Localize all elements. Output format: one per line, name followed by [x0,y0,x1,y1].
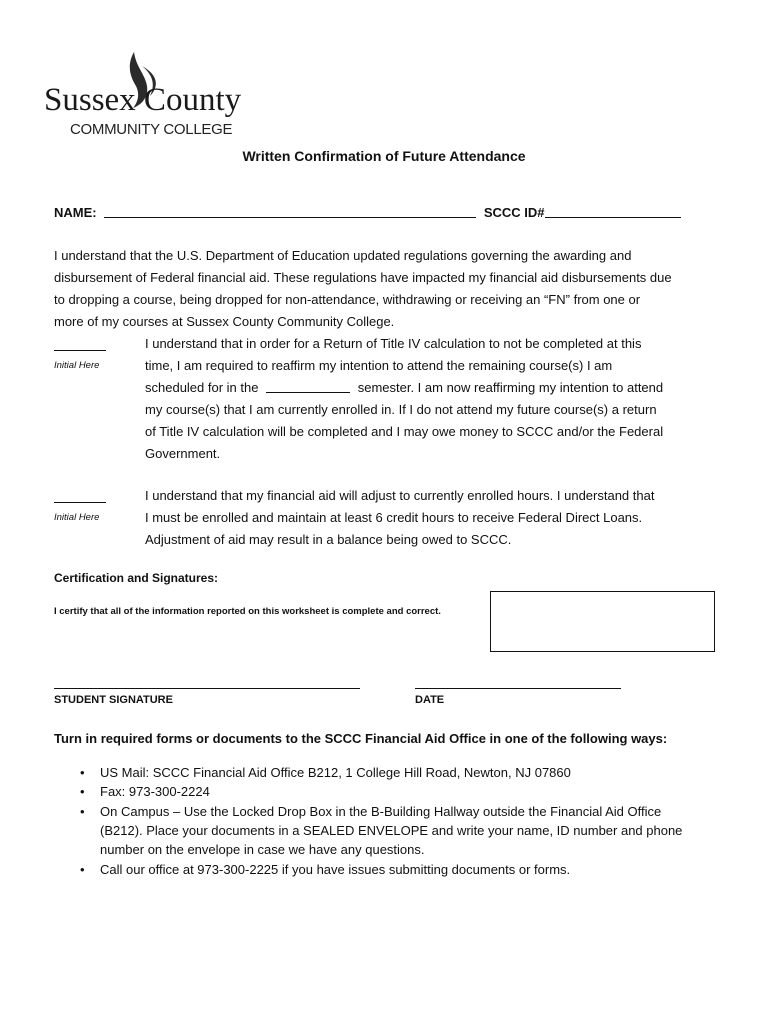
campus-method-line: On Campus – Use the Locked Drop Box in the B-Building Hallway outside the Financial Aid Office [100,804,662,819]
intro-line: I understand that the U.S. Department of Education updated regulations governing the awarding and [54,248,632,263]
initial-here-label-1: Initial Here [54,360,100,371]
intro-line: more of my courses at Sussex County Community College. [54,314,395,329]
bullet-icon: • [80,804,85,819]
initial-field-1[interactable] [54,338,106,351]
logo-sub-text: COMMUNITY COLLEGE [70,121,233,138]
item1-line: time, I am required to reaffirm my intention to attend the remaining course(s) I am [145,358,613,373]
item1-line3 [145,380,663,396]
list-item [80,860,720,879]
initial-here-label-2: Initial Here [54,512,100,523]
sccc-id-label: SCCC ID# [483,205,545,220]
item2-line: Adjustment of aid may result in a balance being owed to SCCC. [145,532,512,547]
bullet-icon: • [80,862,85,877]
item1-line3-before: scheduled for in the [145,380,259,395]
item1-line: my course(s) that I am currently enrolled in. If I do not attend my future course(s) a return [145,402,657,417]
student-signature-label: STUDENT SIGNATURE [54,694,173,706]
college-logo [30,44,264,140]
campus-method-line: (B212). Place your documents in a SEALED ENVELOPE and write your name, ID number and phone [100,823,683,838]
sccc-id-field[interactable] [545,205,681,218]
mail-method: US Mail: SCCC Financial Aid Office B212, 1 College Hill Road, Newton, NJ 07860 [100,765,571,780]
list-item [80,802,720,859]
list-item [80,763,720,782]
name-field[interactable] [104,205,476,218]
campus-method-line: number on the envelope in case we have any questions. [100,842,425,857]
name-label: NAME: [54,205,97,220]
item1-line: I understand that in order for a Return of Title IV calculation to not be completed at this [145,336,642,351]
date-line[interactable] [415,688,621,689]
bullet-icon: • [80,784,85,799]
page-title: Written Confirmation of Future Attendance [242,148,526,164]
bullet-icon: • [80,765,85,780]
intro-line: disbursement of Federal financial aid. These regulations have impacted my financial aid disbursements due [54,270,672,285]
certification-heading: Certification and Signatures: [54,571,219,585]
fax-method: Fax: 973-300-2224 [100,784,210,799]
certification-text: I certify that all of the information reported on this worksheet is complete and correct. [54,606,441,617]
name-id-row [54,205,681,221]
turn-in-heading: Turn in required forms or documents to the SCCC Financial Aid Office in one of the following ways: [54,731,668,746]
item1-line: of Title IV calculation will be completed and I may owe money to SCCC and/or the Federal [145,424,664,439]
intro-line: to dropping a course, being dropped for non-attendance, withdrawing or receiving an “FN” from one or [54,292,641,307]
item1-line: Government. [145,446,221,461]
semester-field[interactable] [266,380,350,393]
item2-line: I understand that my financial aid will adjust to currently enrolled hours. I understand that [145,488,655,503]
date-label: DATE [415,694,445,706]
logo-brand-text: Sussex County [44,82,242,118]
call-method: Call our office at 973-300-2225 if you have issues submitting documents or forms. [100,862,571,877]
certification-box[interactable] [490,591,715,652]
list-item [80,782,720,801]
initial-field-2[interactable] [54,490,106,503]
item2-line: I must be enrolled and maintain at least 6 credit hours to receive Federal Direct Loans. [145,510,643,525]
logo-graphic [30,44,264,140]
item1-line3-after: semester. I am now reaffirming my intention to attend [357,380,664,395]
student-signature-line[interactable] [54,688,360,689]
